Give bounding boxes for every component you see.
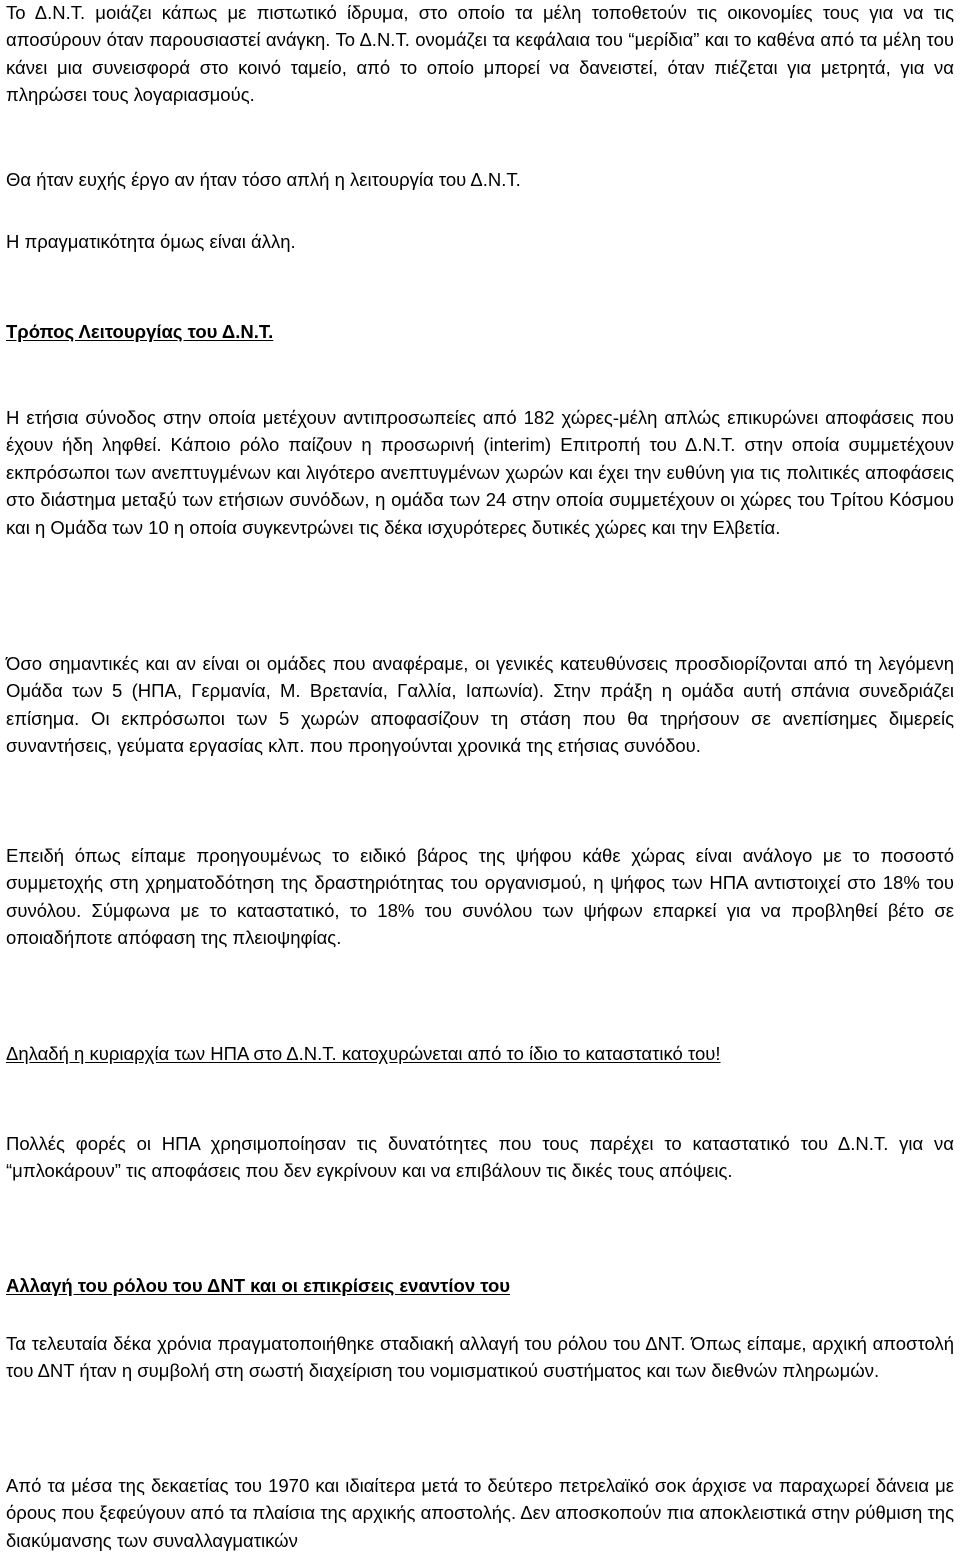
paragraph-last-decade: Τα τελευταία δέκα χρόνια πραγματοποιήθηκε σταδιακή αλλαγή του ρόλου του ΔΝΤ. Όπως είπαμε, αρχική αποστολή του ΔΝΤ ήταν η συμβολή στη σωστή διαχείριση του νομισματικού συστήματος και των διεθνών πληρωμών. xyxy=(6,1333,954,1382)
paragraph-group-of-five: Όσο σημαντικές και αν είναι οι ομάδες που αναφέραμε, οι γενικές κατευθύνσεις προσδιορίζονται από τη λεγόμενη Ομάδα των 5 (ΗΠΑ, Γερμανία, Μ. Βρετανία, Γαλλία, Ιαπωνία). Στην πράξη η ομάδα αυτή σπάνια συνεδριάζει επίσημα. Οι εκπρόσωποι των 5 χωρών αποφασίζουν τη στάση που θα τηρήσουν σε ανεπίσημες διμερείς συναντήσεις, γεύματα εργασίας κλπ. που προηγούνται χρονικά της ετήσιας συνόδου. xyxy=(6,653,954,757)
paragraph-annual-meeting: Η ετήσια σύνοδος στην οποία μετέχουν αντιπροσωπείες από 182 χώρες-μέλη απλώς επικυρώνει αποφάσεις που έχουν ήδη ληφθεί. Κάποιο ρόλο παίζουν η προσωρινή (interim) Επιτροπή του Δ.Ν.Τ. στην οποία συμμετέχουν εκπρόσωποι των ανεπτυγμένων και λιγότερο ανεπτυγμένων χωρών και έχει την ευθύνη για τις πολιτικές αποφάσεις στο διάστημα μεταξύ των ετήσιων συνόδων, η ομάδα των 24 στην οποία συμμετέχουν οι χώρες του Τρίτου Κόσμου και η Ομάδα των 10 η οποία συγκεντρώνει τις δέκα ισχυρότερες δυτικές χώρες και την Ελβετία. xyxy=(6,407,954,538)
paragraph-wish: Θα ήταν ευχής έργο αν ήταν τόσο απλή η λειτουργία του Δ.Ν.Τ. xyxy=(6,169,521,190)
paragraph-since-1970s: Από τα μέσα της δεκαετίας του 1970 και ιδιαίτερα μετά το δεύτερο πετρελαϊκό σοκ άρχισε να παραχωρεί δάνεια με όρους που ξεφεύγουν από τα πλαίσια της αρχικής αποστολής. Δεν αποσκοπούν πια αποκλειστικά στην ρύθμιση της διακύμανσης των συναλλαγματικών xyxy=(6,1475,954,1551)
paragraph-imf-bank-analogy: Το Δ.Ν.Τ. μοιάζει κάπως με πιστωτικό ίδρυμα, στο οποίο τα μέλη τοποθετούν τις οικονομίες τους για να τις αποσύρουν όταν παρουσιαστεί ανάγκη. Το Δ.Ν.Τ. ονομάζει τα κεφάλαια του “μερίδια” και το καθένα από τα μέλη του κάνει μια συνεισφορά στο κοινό ταμείο, από το οποίο μπορεί να δανειστεί, όταν πιέζεται για μετρητά, για να πληρώσει τους λογαριασμούς. xyxy=(6,2,954,106)
paragraph-us-dominance: Δηλαδή η κυριαρχία των ΗΠΑ στο Δ.Ν.Τ. κατοχυρώνεται από το ίδιο το καταστατικό του! xyxy=(6,1043,721,1064)
section-heading-role-change: Αλλαγή του ρόλου του ΔΝΤ και οι επικρίσεις εναντίον του xyxy=(6,1275,511,1296)
paragraph-reality: Η πραγματικότητα όμως είναι άλλη. xyxy=(6,231,296,252)
paragraph-us-vote-share: Επειδή όπως είπαμε προηγουμένως το ειδικό βάρος της ψήφου κάθε χώρας είναι ανάλογο με το ποσοστό συμμετοχής στη χρηματοδότηση της δραστηριότητας του οργανισμού, η ψήφος των ΗΠΑ αντιστοιχεί στο 18% του συνόλου. Σύμφωνα με το καταστατικό, το 18% του συνόλου των ψήφων επαρκεί για να προβληθεί βέτο σε οποιαδήποτε απόφαση της πλειοψηφίας. xyxy=(6,845,954,949)
paragraph-us-blocking: Πολλές φορές οι ΗΠΑ χρησιμοποίησαν τις δυνατότητες που τους παρέχει το καταστατικό του Δ.Ν.Τ. για να “μπλοκάρουν” τις αποφάσεις που δεν εγκρίνουν και να επιβάλουν τις δικές τους απόψεις. xyxy=(6,1133,954,1182)
section-heading-operation: Τρόπος Λειτουργίας του Δ.Ν.Τ. xyxy=(6,321,274,342)
